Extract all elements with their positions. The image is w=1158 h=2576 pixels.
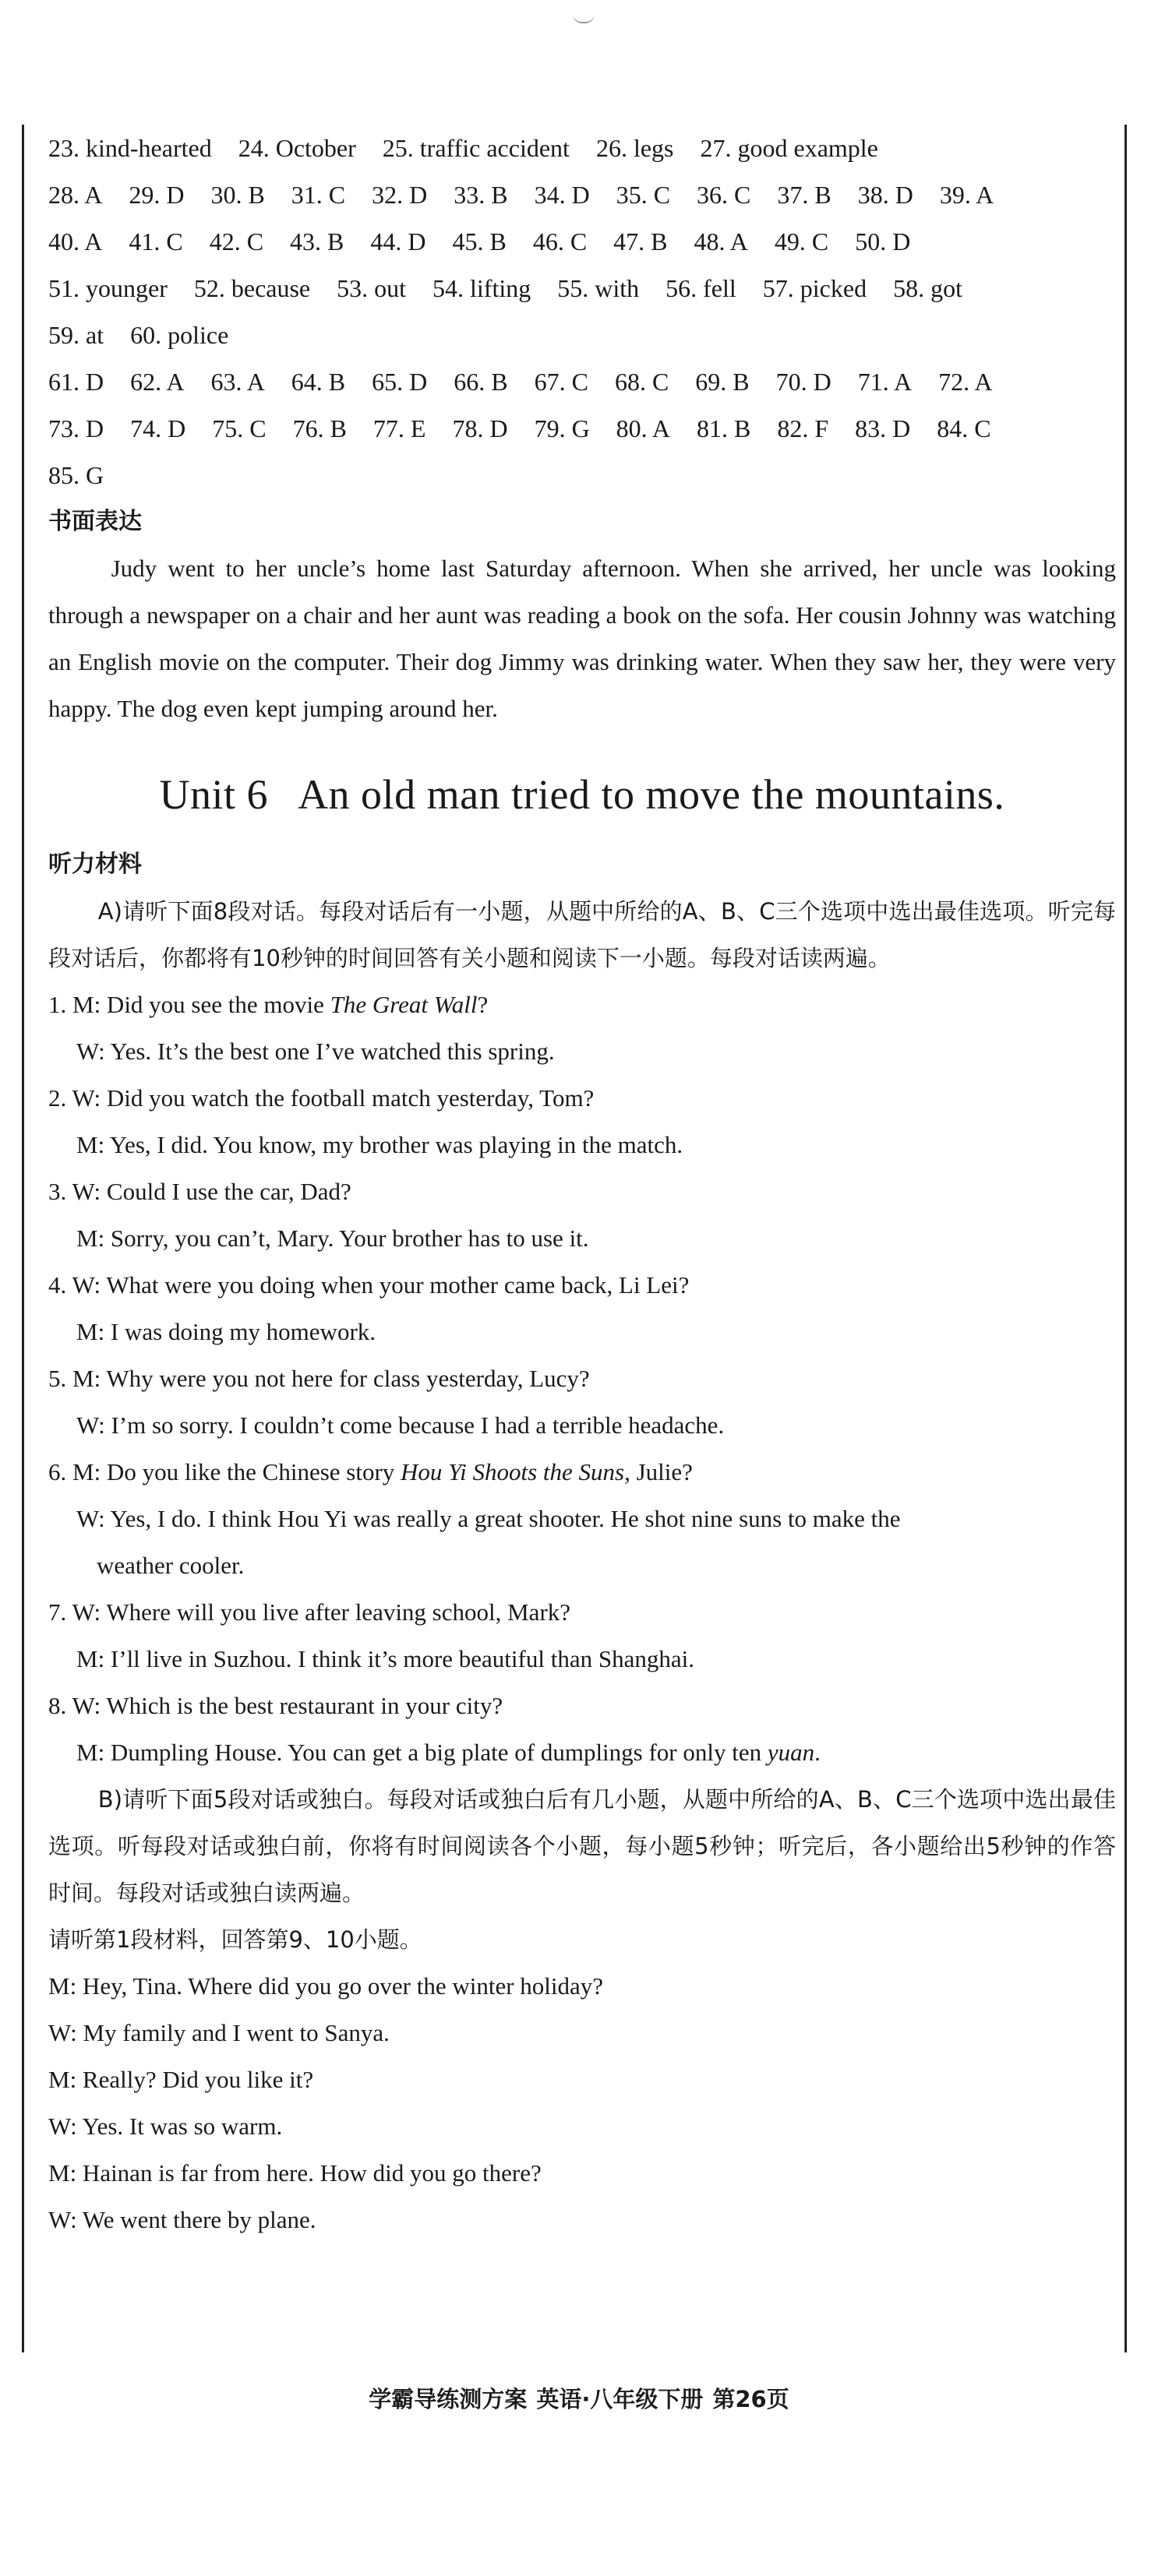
answer-item: 51. younger (48, 274, 168, 302)
dialogue-text: 1. M: Did you see the movie (48, 991, 330, 1018)
answer-item: 40. A (48, 227, 103, 255)
answer-item: 66. B (454, 368, 508, 396)
dialogue-5-answer: W: I’m so sorry. I couldn’t come because I had a terrible headache. (76, 1411, 725, 1439)
answer-item: 23. kind-hearted (48, 134, 212, 162)
answer-item: 33. B (454, 181, 508, 209)
answer-item: 84. C (937, 414, 991, 442)
answer-item: 59. at (48, 321, 104, 349)
unit-number: Unit 6 (159, 771, 269, 818)
answer-item: 81. B (697, 414, 751, 442)
answer-item: 32. D (372, 181, 428, 209)
answer-item: 47. B (613, 227, 668, 255)
answer-item: 29. D (129, 181, 185, 209)
answer-item: 35. C (616, 181, 671, 209)
answer-item: 44. D (370, 227, 426, 255)
material-1-line: W: My family and I went to Sanya. (48, 2019, 390, 2046)
answer-item: 57. picked (762, 274, 867, 302)
answer-item: 43. B (290, 227, 344, 255)
answer-item: 83. D (855, 414, 911, 442)
right-margin-rule (1124, 125, 1127, 2352)
dialogue-1-answer: W: Yes. It’s the best one I’ve watched this spring. (76, 1038, 555, 1065)
answer-item: 75. C (212, 414, 267, 442)
answer-row-2 (48, 171, 1116, 218)
unit-title: An old man tried to move the mountains. (298, 771, 1005, 818)
answer-item: 28. A (48, 181, 103, 209)
answer-item: 65. D (372, 368, 428, 396)
movie-title: The Great Wall (330, 991, 478, 1018)
answer-item: 25. traffic accident (382, 134, 570, 162)
answer-item: 67. C (534, 368, 588, 396)
dialogue-3-answer: M: Sorry, you can’t, Mary. Your brother has to use it. (76, 1225, 589, 1252)
answer-item: 24. October (238, 134, 356, 162)
footer-subject: 英语·八年级下册 (536, 2386, 704, 2412)
story-title: Hou Yi Shoots the Suns (401, 1458, 625, 1485)
answer-item: 41. C (129, 227, 183, 255)
unit-heading (48, 756, 1116, 833)
answer-item: 45. B (452, 227, 507, 255)
answer-row-7 (48, 405, 1116, 452)
answer-item: 36. C (697, 181, 751, 209)
answer-item: 72. A (938, 368, 993, 396)
answer-item: 78. D (452, 414, 508, 442)
answer-item: 68. C (614, 368, 669, 396)
answer-item: 70. D (775, 368, 831, 396)
part-b-instructions: B)请听下面5段对话或独白。每段对话或独白后有几小题，从题中所给的A、B、C三个选项中选出最佳选项。听每段对话或独白前，你将有时间阅读各个小题，每小题5秒钟；听完后，各小题给出5秒钟的作答时间。每段对话或独白读两遍。 (48, 1786, 1116, 1906)
dialogue-7-answer: M: I’ll live in Suzhou. I think it’s more beautiful than Shanghai. (76, 1645, 694, 1672)
dialogue-text: 6. M: Do you like the Chinese story (48, 1458, 401, 1485)
dialogue-6-answer: W: Yes, I do. I think Hou Yi was really a great shooter. He shot nine suns to make the (76, 1505, 901, 1532)
answer-item: 63. A (210, 368, 265, 396)
dialogue-text: . (814, 1739, 821, 1766)
dialogue-8-question: 8. W: Which is the best restaurant in your city? (48, 1692, 503, 1719)
dialogue-3-question: 3. W: Could I use the car, Dad? (48, 1178, 351, 1205)
dialogue-8-answer (48, 1729, 1116, 1776)
footer-page-number: 第26页 (712, 2386, 789, 2412)
answer-item: 30. B (210, 181, 265, 209)
left-margin-rule (22, 125, 24, 2352)
answer-item: 80. A (616, 414, 671, 442)
answer-item: 71. A (857, 368, 913, 396)
answer-item: 31. C (291, 181, 346, 209)
answer-item: 39. A (939, 181, 994, 209)
answer-row-6 (48, 358, 1116, 405)
answer-row-5 (48, 312, 1116, 358)
answer-item: 82. F (777, 414, 829, 442)
listening-section-label: 听力材料 (48, 851, 142, 878)
answer-item: 49. C (774, 227, 829, 255)
answer-item: 52. because (193, 274, 311, 302)
answer-item: 85. G (48, 461, 104, 489)
dialogue-4-answer: M: I was doing my homework. (76, 1318, 376, 1345)
dialogue-text: M: Dumpling House. You can get a big plate of dumplings for only ten (76, 1739, 768, 1766)
answer-item: 37. B (777, 181, 831, 209)
dialogue-text: , Julie? (624, 1458, 693, 1485)
answer-item: 60. police (130, 321, 229, 349)
answer-item: 26. legs (595, 134, 674, 162)
answer-item: 61. D (48, 368, 104, 396)
answer-item: 48. A (694, 227, 748, 255)
answer-item: 42. C (209, 227, 264, 255)
answer-row-1 (48, 125, 1116, 171)
answer-item: 69. B (695, 368, 750, 396)
answer-row-8 (48, 452, 1116, 499)
answer-row-4 (48, 265, 1116, 312)
currency-word: yuan (767, 1739, 815, 1766)
page-footer (0, 2382, 1158, 2414)
answer-item: 64. B (291, 368, 346, 396)
dialogue-5-question: 5. M: Why were you not here for class yesterday, Lucy? (48, 1365, 590, 1392)
dialogue-2-answer: M: Yes, I did. You know, my brother was playing in the match. (76, 1131, 683, 1158)
footer-book-title: 学霸导练测方案 (369, 2386, 528, 2412)
writing-paragraph: Judy went to her uncle’s home last Saturday afternoon. When she arrived, her uncle was looking through a newspaper on a chair and her aunt was reading a book on the sofa. Her cousin Johnny was watching an English movie on the computer. Their dog Jimmy was drinking water. When they saw her, they were very happy. The dog even kept jumping around her. (48, 555, 1116, 722)
part-a-instructions: A)请听下面8段对话。每段对话后有一小题，从题中所给的A、B、C三个选项中选出最佳选项。听完每段对话后，你都将有10秒钟的时间回答有关小题和阅读下一小题。每段对话读两遍。 (48, 898, 1116, 971)
answer-item: 55. with (557, 274, 640, 302)
material-1-prompt: 请听第1段材料，回答第9、10小题。 (48, 1926, 422, 1953)
dialogue-6-answer-cont: weather cooler. (97, 1552, 245, 1579)
answer-item: 62. A (130, 368, 185, 396)
answer-item: 73. D (48, 414, 104, 442)
scan-mark (573, 14, 595, 23)
dialogue-2-question: 2. W: Did you watch the football match yesterday, Tom? (48, 1084, 595, 1112)
answer-item: 50. D (855, 227, 911, 255)
material-1-line: M: Hey, Tina. Where did you go over the winter holiday? (48, 1972, 604, 2000)
answer-item: 27. good example (700, 134, 878, 162)
answer-item: 46. C (532, 227, 588, 255)
answer-item: 74. D (130, 414, 186, 442)
material-1-line: W: We went there by plane. (48, 2206, 316, 2233)
answer-item: 54. lifting (432, 274, 531, 302)
dialogue-4-question: 4. W: What were you doing when your mother came back, Li Lei? (48, 1271, 690, 1299)
material-1-line: M: Really? Did you like it? (48, 2066, 314, 2093)
answer-item: 76. B (292, 414, 347, 442)
dialogue-text: ? (477, 991, 489, 1018)
dialogue-1-question (48, 981, 1116, 1028)
dialogue-6-question (48, 1449, 1116, 1496)
dialogue-7-question: 7. W: Where will you live after leaving school, Mark? (48, 1598, 571, 1626)
answer-item: 38. D (857, 181, 913, 209)
material-1-line: M: Hainan is far from here. How did you go there? (48, 2159, 542, 2187)
answer-item: 34. D (534, 181, 590, 209)
answer-item: 58. got (893, 274, 962, 302)
writing-section-label: 书面表达 (48, 508, 142, 535)
material-1-line: W: Yes. It was so warm. (48, 2113, 283, 2140)
answer-item: 77. E (372, 414, 426, 442)
answer-row-3 (48, 218, 1116, 265)
page-content (48, 125, 1116, 2243)
answer-item: 79. G (534, 414, 590, 442)
answer-item: 56. fell (665, 274, 736, 302)
answer-item: 53. out (337, 274, 407, 302)
